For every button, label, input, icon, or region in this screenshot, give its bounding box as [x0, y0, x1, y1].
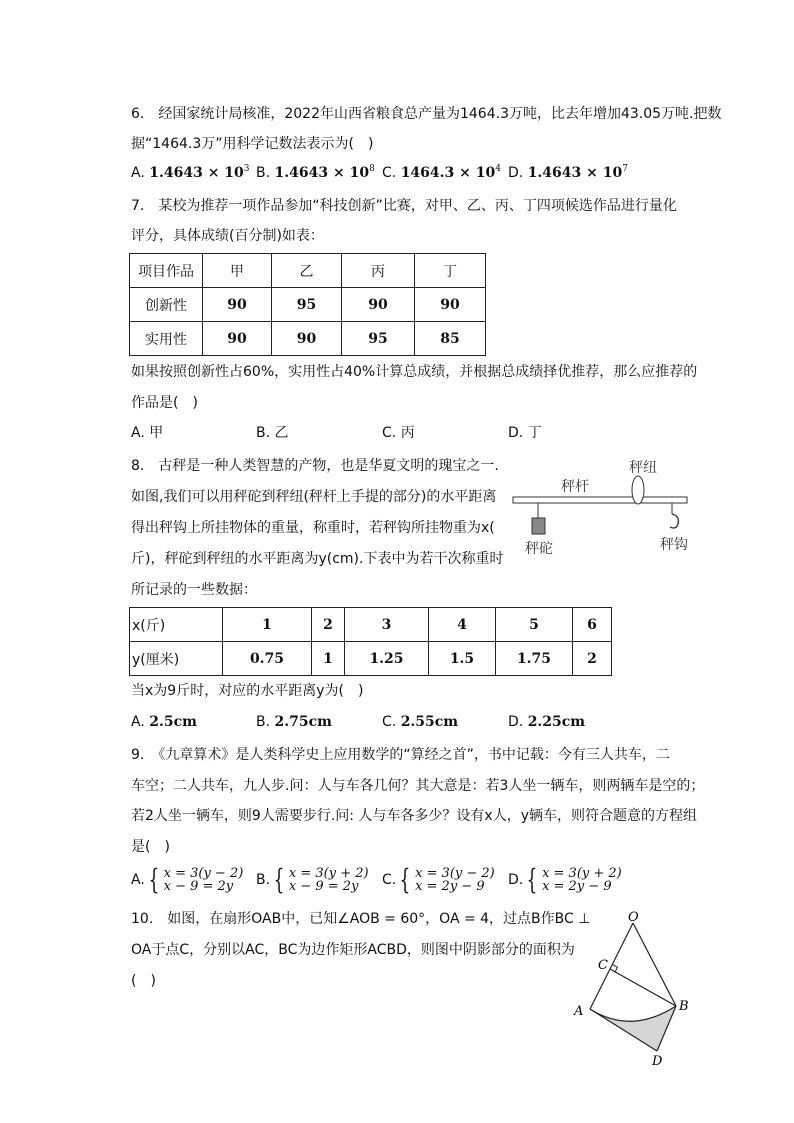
- table-cell: 2: [573, 642, 612, 676]
- figure-label-gou: 秤钩: [660, 537, 688, 553]
- q9-line3: 若2人坐一辆车，则9人需要步行.问: 人与车各多少？设有x人，y辆车，则符合题意的方程组: [131, 808, 697, 824]
- q7-line4: 作品是( ): [131, 395, 198, 411]
- q7-option-d[interactable]: D. 丁: [508, 425, 542, 441]
- hook-icon: [670, 514, 678, 528]
- q6-option-b[interactable]: B. $1.4643 \times 10^8$: [256, 164, 375, 181]
- table-cell: y(厘米): [130, 642, 223, 676]
- label-C: C: [598, 958, 608, 973]
- q6-line1: 6. 经国家统计局核准，2022年山西省粮食总产量为1464.3万吨，比去年增加43.05万吨.把数: [131, 106, 722, 122]
- q7-score-table: [129, 253, 486, 356]
- figure-label-tuo: 秤砣: [525, 541, 553, 557]
- figure-label-niu: 秤纽: [629, 460, 657, 476]
- sector-figure: [568, 903, 698, 1068]
- q8-option-a[interactable]: A. 2.5cm: [131, 714, 197, 730]
- q6-line2: 据“1464.3万”用科学记数法表示为( ): [131, 136, 374, 152]
- q9-line4: 是( ): [131, 839, 170, 855]
- table-cell: 丁: [415, 254, 486, 288]
- table-cell: 1.5: [429, 642, 496, 676]
- q8-option-c[interactable]: C. 2.55cm: [382, 714, 459, 730]
- table-cell: 90: [272, 322, 342, 356]
- label-O: O: [628, 910, 639, 925]
- steelyard-knob: [632, 476, 644, 504]
- steelyard-figure: [505, 452, 705, 562]
- table-cell: 项目作品: [130, 254, 203, 288]
- q7-option-c[interactable]: C. 丙: [382, 425, 415, 441]
- table-cell: 4: [429, 608, 496, 642]
- q8-data-table: [129, 607, 612, 676]
- table-cell: 95: [342, 322, 415, 356]
- table-cell: 实用性: [130, 322, 203, 356]
- q6-option-c[interactable]: C. $1464.3 \times 10^4$: [382, 164, 501, 181]
- table-row: [130, 288, 486, 322]
- q8-option-d[interactable]: D. 2.25cm: [508, 714, 586, 730]
- table-cell: 创新性: [130, 288, 203, 322]
- table-cell: 1: [312, 642, 345, 676]
- table-cell: 90: [203, 322, 272, 356]
- steelyard-beam: [513, 497, 687, 503]
- q8-line2: 如图,我们可以用秤砣到秤纽(秤杆上手提的部分)的水平距离: [131, 489, 497, 505]
- table-cell: 90: [203, 288, 272, 322]
- steelyard-weight: [532, 518, 545, 534]
- q8-line4: 斤)，秤砣到秤纽的水平距离为y(cm).下表中为若干次称重时: [131, 551, 504, 567]
- table-cell: 1: [223, 608, 312, 642]
- q9-option-c[interactable]: C. { x = 3(y − 2) x = 2y − 9: [382, 863, 495, 896]
- table-cell: 90: [342, 288, 415, 322]
- table-cell: x(斤): [130, 608, 223, 642]
- q7-line3: 如果按照创新性占60%，实用性占40%计算总成绩，并根据总成绩择优推荐，那么应推荐的: [131, 364, 698, 380]
- table-cell: 3: [345, 608, 429, 642]
- segment-OA: [590, 923, 633, 1009]
- q10-line2: OA于点C，分别以AC，BC为边作矩形ACBD，则图中阴影部分的面积为: [131, 942, 575, 958]
- label-D: D: [652, 1054, 663, 1068]
- table-cell: 95: [272, 288, 342, 322]
- q9-option-b[interactable]: B. { x = 3(y + 2) x − 9 = 2y: [256, 863, 369, 896]
- q9-line2: 车空；二人共车，九人步.问：人与车各几何？其大意是：若3人坐一辆车，则两辆车是空的；: [131, 778, 705, 794]
- q6-option-d[interactable]: D. $1.4643 \times 10^7$: [508, 164, 628, 181]
- q9-option-a[interactable]: A. { x = 3(y − 2) x − 9 = 2y: [131, 863, 244, 896]
- label-A: A: [574, 1004, 584, 1019]
- q9-option-d[interactable]: D. { x = 3(y + 2) x = 2y − 9: [508, 863, 622, 896]
- q8-line1: 8. 古秤是一种人类智慧的产物，也是华夏文明的瑰宝之一.: [131, 458, 499, 474]
- q8-line3: 得出秤钩上所挂物体的重量，称重时，若秤钩所挂物重为x(: [131, 520, 495, 536]
- label-B: B: [679, 999, 689, 1014]
- table-cell: 2: [312, 608, 345, 642]
- table-cell: 90: [415, 288, 486, 322]
- q7-line1: 7. 某校为推荐一项作品参加“科技创新”比赛，对甲、乙、丙、丁四项候选作品进行量化: [131, 198, 677, 214]
- table-row: [130, 642, 612, 676]
- table-cell: 丙: [342, 254, 415, 288]
- q8-option-b[interactable]: B. 2.75cm: [256, 714, 332, 730]
- q7-option-b[interactable]: B. 乙: [256, 425, 289, 441]
- table-cell: 甲: [203, 254, 272, 288]
- q9-line1: 9. 《九章算术》是人类科学史上应用数学的“算经之首”，书中记载：今有三人共车，二: [131, 747, 670, 763]
- table-cell: 1.75: [496, 642, 573, 676]
- q8-line5: 所记录的一些数据：: [131, 582, 257, 598]
- q8-line6: 当x为9斤时，对应的水平距离y为( ): [131, 683, 364, 699]
- table-cell: 1.25: [345, 642, 429, 676]
- q7-line2: 评分，具体成绩(百分制)如表：: [131, 228, 324, 244]
- q10-line3: ( ): [131, 973, 156, 989]
- table-cell: 85: [415, 322, 486, 356]
- table-row: [130, 254, 486, 288]
- q6-option-a[interactable]: A. $1.4643 \times 10^3$: [131, 164, 250, 181]
- table-row: [130, 322, 486, 356]
- q7-option-a[interactable]: A. 甲: [131, 425, 164, 441]
- table-cell: 0.75: [223, 642, 312, 676]
- table-cell: 6: [573, 608, 612, 642]
- table-row: [130, 608, 612, 642]
- table-cell: 乙: [272, 254, 342, 288]
- table-cell: 5: [496, 608, 573, 642]
- figure-label-gan: 秤杆: [561, 479, 589, 495]
- q10-line1: 10. 如图，在扇形OAB中，已知∠AOB = 60°，OA = 4，过点B作BC ⊥: [131, 911, 591, 927]
